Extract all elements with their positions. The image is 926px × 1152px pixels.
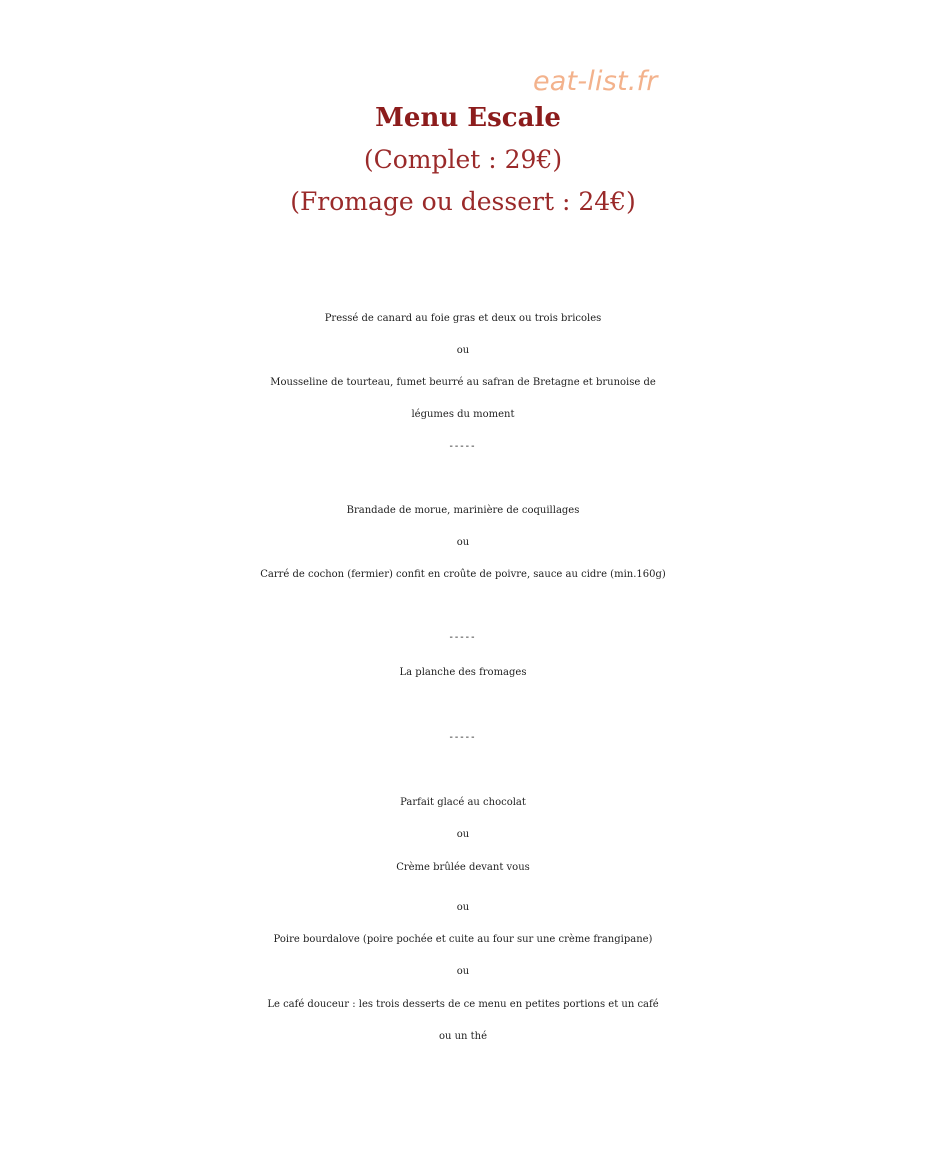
dessert-option-2: Crème brûlée devant vous <box>396 862 530 873</box>
separator-1: ----- <box>449 441 477 452</box>
dessert-or-1: ou <box>456 829 470 840</box>
dessert-or-2: ou <box>456 902 470 913</box>
dessert-or-3: ou <box>456 966 470 977</box>
dessert-option-4-line-1: Le café douceur : les trois desserts de ce menu en petites portions et un café <box>267 999 659 1010</box>
starter-option-2-line-1: Mousseline de tourteau, fumet beurré au safran de Bretagne et brunoise de <box>270 377 656 388</box>
main-or: ou <box>456 537 470 548</box>
cheese-option-1: La planche des fromages <box>399 667 527 678</box>
dessert-option-3: Poire bourdalove (poire pochée et cuite au four sur une crème frangipane) <box>273 934 653 945</box>
dessert-option-4-line-2: ou un thé <box>438 1031 488 1042</box>
starter-or: ou <box>456 345 470 356</box>
main-option-2: Carré de cochon (fermier) confit en croûte de poivre, sauce au cidre (min.160g) <box>260 569 666 580</box>
menu-title: Menu Escale <box>375 103 561 133</box>
separator-3: ----- <box>449 732 477 743</box>
separator-2: ----- <box>449 632 477 643</box>
menu-header <box>0 97 926 223</box>
watermark-text: eat-list.fr <box>533 66 658 97</box>
price-complete: (Complet : 29€) <box>363 145 563 174</box>
starter-option-1: Pressé de canard au foie gras et deux ou trois bricoles <box>324 313 602 324</box>
main-option-1: Brandade de morue, marinière de coquillages <box>346 505 580 516</box>
starter-option-2-line-2: légumes du moment <box>411 409 515 420</box>
price-partial: (Fromage ou dessert : 24€) <box>290 187 636 216</box>
dessert-option-1: Parfait glacé au chocolat <box>400 797 526 808</box>
